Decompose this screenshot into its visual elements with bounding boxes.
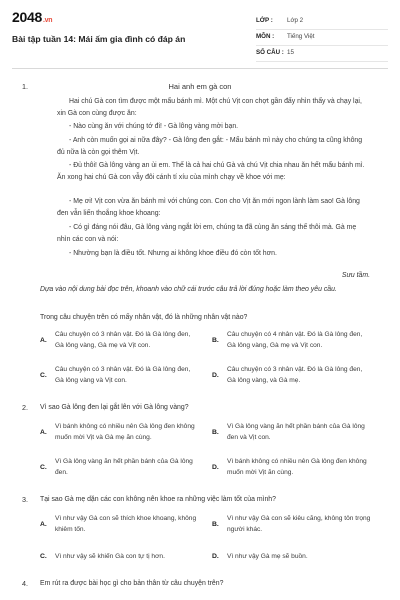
- story-paragraph: - Đủ thôi! Gà lông vàng an ủi em. Thế là cả hai chú Gà và chú Vịt chia nhau ăn hết mẩu bánh mì. Ăn xong hai chú Gà con vẫy đôi cánh tí xíu của mình chạy về khoe với mẹ:: [57, 162, 365, 181]
- option-letter: A.: [40, 521, 47, 528]
- option-letter: B.: [212, 521, 219, 528]
- question-number: 1.: [22, 82, 28, 91]
- meta-key: MÔN :: [256, 33, 275, 40]
- option-text: Vì như vậy Gà con sẽ thích khoe khoang, không khiêm tốn.: [55, 515, 197, 533]
- option-letter: B.: [212, 429, 219, 436]
- option-letter: D.: [212, 553, 219, 560]
- option-text: Vì Gà lông vàng ăn hết phần bánh của Gà lông đen.: [55, 458, 193, 476]
- question-text: Vì sao Gà lông đen lại gắt lên với Gà lông vàng?: [40, 404, 189, 411]
- meta-info: [256, 14, 388, 62]
- story-paragraph: Hai chú Gà con tìm được một mẩu bánh mì. Một chú Vịt con chợt gần đấy nhìn thấy và chạy lại, xin Gà con cùng được ăn:: [57, 98, 362, 117]
- option-text: Câu chuyện có 3 nhân vật. Đó là Gà lông đen, Gà lông vàng, Gà mẹ và Vịt con.: [55, 331, 191, 349]
- option-letter: A.: [40, 429, 47, 436]
- option-text: Vì như vậy Gà mẹ sẽ buồn.: [227, 553, 308, 560]
- option-letter: C.: [40, 372, 47, 379]
- option-text: Câu chuyện có 4 nhân vật. Đó là Gà lông đen, Gà lông vàng, Gà mẹ và Vịt con.: [227, 331, 363, 349]
- question-number: 2.: [22, 403, 28, 412]
- option-letter: C.: [40, 553, 47, 560]
- page-title: Bài tập tuần 14: Mái ấm gia đình có đáp án: [12, 34, 186, 44]
- question-text: Trong câu chuyện trên có mấy nhân vật, đó là những nhân vật nào?: [40, 314, 248, 321]
- option-text: Vì bánh không có nhiều nên Gà lông đen không muốn mời Vịt và Gà mẹ ăn cùng.: [55, 423, 195, 441]
- story-source: Sưu tầm.: [341, 272, 370, 279]
- option-letter: A.: [40, 337, 47, 344]
- meta-value: Lớp 2: [287, 17, 304, 24]
- story-paragraph: - Có gì đáng nói đâu, Gà lông vàng ngắt lời em, chúng ta đã cùng ăn sáng thế thôi mà. Gà mẹ nhìn các con và nói:: [57, 224, 357, 243]
- option-text: Vì Gà lông vàng ăn hết phần bánh của Gà lông đen và Vịt con.: [227, 423, 365, 441]
- question-text: Em rút ra được bài học gì cho bản thân từ câu chuyện trên?: [40, 580, 224, 587]
- header-divider: [12, 68, 388, 69]
- option-letter: B.: [212, 337, 219, 344]
- site-logo[interactable]: [12, 9, 52, 25]
- story-paragraph: - Mẹ ơi! Vịt con vừa ăn bánh mì với chúng con. Con cho Vịt ăn mới ngon lành làm sao! Gà lông đen vẫn liến thoắng khoe khoang:: [57, 198, 360, 217]
- option-letter: D.: [212, 372, 219, 379]
- meta-row-subject: [256, 30, 388, 46]
- question-number: 4.: [22, 579, 28, 588]
- question-number: 3.: [22, 495, 28, 504]
- story-paragraph: - Anh còn muốn gọi ai nữa đây? - Gà lông đen gắt: - Mẩu bánh mì này cho chúng ta cũng không đủ nữa là còn gọi thêm Vịt.: [57, 137, 363, 156]
- question-text: Tại sao Gà mẹ dặn các con không nên khoe ra những việc làm tốt của mình?: [40, 496, 276, 503]
- logo-text: 2048: [12, 9, 42, 25]
- meta-row-class: [256, 14, 388, 30]
- meta-value: 15: [287, 49, 294, 56]
- option-text: Câu chuyện có 3 nhân vật. Đó là Gà lông đen, Gà lông vàng và Vịt con.: [55, 366, 191, 384]
- option-text: Vì như vậy sẽ khiến Gà con tự tị hơn.: [55, 553, 165, 560]
- meta-value: Tiếng Việt: [287, 33, 315, 40]
- meta-key: SỐ CÂU :: [256, 49, 284, 56]
- option-letter: D.: [212, 464, 219, 471]
- story-paragraph: - Nhường bạn là điều tốt. Nhưng ai không khoe điều đó còn tốt hơn.: [69, 250, 277, 257]
- option-text: Câu chuyện có 3 nhân vật. Đó là Gà lông đen, Gà lông vàng, và Gà mẹ.: [227, 366, 363, 384]
- option-text: Vì như vậy Gà con sẽ kiêu căng, không tôn trọng người khác.: [227, 515, 371, 533]
- option-letter: C.: [40, 464, 47, 471]
- meta-key: LỚP :: [256, 17, 273, 24]
- story-title: Hai anh em gà con: [168, 82, 232, 91]
- instruction-prompt: Dựa vào nội dung bài đọc trên, khoanh vào chữ cái trước câu trả lời đúng hoặc làm theo yêu cầu.: [40, 286, 337, 293]
- meta-row-count: [256, 46, 388, 62]
- logo-suffix: .vn: [42, 17, 53, 24]
- story-paragraph: - Nào cùng ăn với chúng tớ đi! - Gà lông vàng mời bạn.: [69, 123, 239, 130]
- option-text: Vì bánh không có nhiều nên Gà lông đen không muốn mời Vịt ăn cùng.: [227, 458, 367, 476]
